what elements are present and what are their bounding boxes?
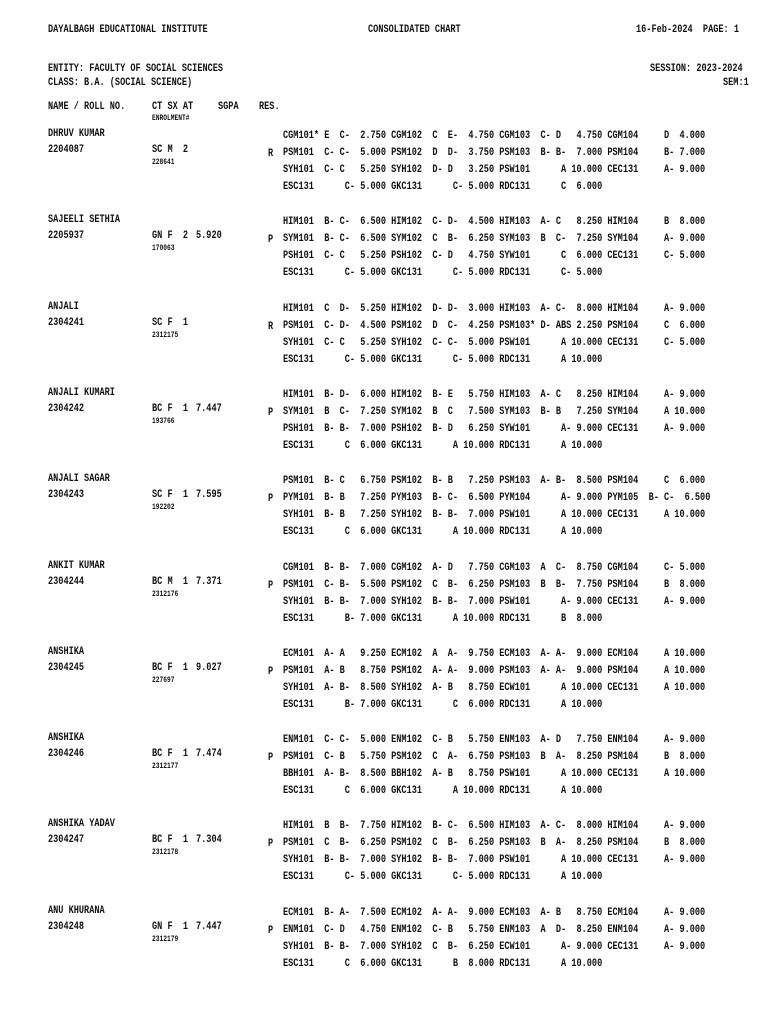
grade-line: ESC131 C 6.000 GKC131 B 8.000 RDC131 A 10.000 xyxy=(283,957,603,970)
student-record xyxy=(0,646,768,730)
enrolment-number: 2312179 xyxy=(152,934,179,944)
result-code: P xyxy=(268,838,274,851)
grade-line: SYH101 C- C 5.250 SYH102 C- C- 5.000 PSW101 A 10.000 CEC131 C- 5.000 xyxy=(283,336,706,349)
grade-line: HIM101 B B- 7.750 HIM102 B- C- 6.500 HIM103 A- C- 8.000 HIM104 A- 9.000 xyxy=(283,820,706,833)
grade-line: CGM101* E C- 2.750 CGM102 C E- 4.750 CGM103 C- D 4.750 CGM104 D 4.000 xyxy=(283,130,706,142)
student-name: ANSHIKA xyxy=(48,645,85,658)
student-name: ANU KHURANA xyxy=(48,904,105,917)
grade-line: ESC131 B- 7.000 GKC131 C 6.000 RDC131 A 10.000 xyxy=(283,698,603,711)
grade-line: ESC131 C- 5.000 GKC131 C- 5.000 RDC131 C- 5.000 xyxy=(283,267,603,280)
student-record xyxy=(0,818,768,902)
result-code: P xyxy=(268,924,274,937)
grade-line: PSM101 C B- 6.250 PSM102 C B- 6.250 PSM103 B A- 8.250 PSM104 B 8.000 xyxy=(283,837,706,850)
enrolment-number: 228641 xyxy=(152,158,175,167)
roll-number: 2304247 xyxy=(48,834,85,847)
grade-line: ENM101 C- D 4.750 ENM102 C- B 5.750 ENM103 A D- 8.250 ENM104 A- 9.000 xyxy=(283,923,706,936)
column-header-sgpa: SGPA xyxy=(218,101,239,113)
grade-line: SYH101 B- B- 7.000 SYH102 C B- 6.250 ECW101 A- 9.000 CEC131 A- 9.000 xyxy=(283,940,706,953)
student-name: SAJEELI SETHIA xyxy=(48,214,121,227)
enrolment-number: 170063 xyxy=(152,244,175,254)
date-and-page: 16-Feb-2024 PAGE: 1 xyxy=(636,24,739,36)
grade-line: PSM101 A- B 8.750 PSM102 A- A- 9.000 PSM103 A- A- 9.000 PSM104 A 10.000 xyxy=(283,664,706,677)
student-record xyxy=(0,473,768,557)
roll-number: 2304248 xyxy=(48,920,85,933)
grade-line: PSH101 C- C 5.250 PSH102 C- D 4.750 SYW101 C 6.000 CEC131 C- 5.000 xyxy=(283,250,706,263)
roll-number: 2304242 xyxy=(48,402,85,415)
grade-line: PSH101 B- B- 7.000 PSH102 B- D 6.250 SYW101 A- 9.000 CEC131 A- 9.000 xyxy=(283,422,706,435)
column-header-enrolment: ENROLMENT# xyxy=(152,114,190,123)
grade-line: HIM101 B- C- 6.500 HIM102 C- D- 4.500 HIM103 A- C 8.250 HIM104 B 8.000 xyxy=(283,216,706,229)
student-name: ANSHIKA YADAV xyxy=(48,818,115,831)
grade-line: PSM101 B- C 6.750 PSM102 B- B 7.250 PSM103 A- B- 8.500 PSM104 C 6.000 xyxy=(283,475,706,488)
grade-line: ECM101 A- A 9.250 ECM102 A A- 9.750 ECM103 A- A- 9.000 ECM104 A 10.000 xyxy=(283,647,706,660)
roll-number: 2304244 xyxy=(48,575,85,588)
result-code: P xyxy=(268,234,274,247)
category-sex-attempt: SC F 1 xyxy=(152,489,189,502)
roll-number: 2205937 xyxy=(48,230,85,243)
grade-line: CGM101 B- B- 7.000 CGM102 A- D 7.750 CGM103 A C- 8.750 CGM104 C- 5.000 xyxy=(283,561,706,574)
result-code: R xyxy=(268,320,274,333)
grade-line: SYH101 C- C 5.250 SYH102 D- D 3.250 PSW101 A 10.000 CEC131 A- 9.000 xyxy=(283,164,706,176)
student-name: ANJALI KUMARI xyxy=(48,386,115,399)
result-code: P xyxy=(268,406,274,419)
sgpa-value: 5.920 xyxy=(196,230,222,243)
sgpa-value: 7.304 xyxy=(196,834,222,847)
roll-number: 2304241 xyxy=(48,316,85,329)
result-code: R xyxy=(268,148,274,160)
institute-name: DAYALBAGH EDUCATIONAL INSTITUTE xyxy=(48,24,208,36)
grade-line: ESC131 C 6.000 GKC131 A 10.000 RDC131 A 10.000 xyxy=(283,439,603,452)
grade-line: SYH101 B- B- 7.000 SYH102 B- B- 7.000 PSW101 A 10.000 CEC131 A- 9.000 xyxy=(283,854,706,867)
category-sex-attempt: GN F 1 xyxy=(152,920,189,933)
grade-line: SYM101 B C- 7.250 SYM102 B C 7.500 SYM103 B- B 7.250 SYM104 A 10.000 xyxy=(283,405,706,418)
column-header-result: RES. xyxy=(259,101,280,113)
category-sex-attempt: BC F 1 xyxy=(152,834,189,847)
grade-line: PSM101 C- D- 4.500 PSM102 D C- 4.250 PSM103* D- ABS 2.250 PSM104 C 6.000 xyxy=(283,319,706,332)
result-code: P xyxy=(268,665,274,678)
grade-line: BBH101 A- B- 8.500 BBH102 A- B 8.750 PSW101 A 10.000 CEC131 A 10.000 xyxy=(283,768,706,781)
semester-line: SEM:1 xyxy=(723,77,749,89)
grade-line: PSM101 C- C- 5.000 PSM102 D D- 3.750 PSM103 B- B- 7.000 PSM104 B- 7.000 xyxy=(283,147,706,159)
grade-line: ESC131 C- 5.000 GKC131 C- 5.000 RDC131 A 10.000 xyxy=(283,353,603,366)
class-line: CLASS: B.A. (SOCIAL SCIENCE) xyxy=(48,77,193,89)
sgpa-value: 7.474 xyxy=(196,748,222,761)
sgpa-value: 7.447 xyxy=(196,920,222,933)
student-record xyxy=(0,301,768,385)
grade-line: ESC131 C- 5.000 GKC131 C- 5.000 RDC131 A 10.000 xyxy=(283,871,603,884)
result-code: P xyxy=(268,493,274,506)
sgpa-value: 7.371 xyxy=(196,575,222,588)
enrolment-number: 193766 xyxy=(152,416,175,426)
grade-line: ESC131 C 6.000 GKC131 A 10.000 RDC131 A 10.000 xyxy=(283,785,603,798)
grade-line: SYH101 A- B- 8.500 SYH102 A- B 8.750 ECW101 A 10.000 CEC131 A 10.000 xyxy=(283,681,706,694)
enrolment-number: 2312177 xyxy=(152,762,179,772)
grade-line: HIM101 B- D- 6.000 HIM102 B- E 5.750 HIM103 A- C 8.250 HIM104 A- 9.000 xyxy=(283,388,706,401)
enrolment-number: 2312178 xyxy=(152,848,179,858)
grade-line: ESC131 B- 7.000 GKC131 A 10.000 RDC131 B 8.000 xyxy=(283,612,603,625)
sgpa-value: 7.447 xyxy=(196,402,222,415)
column-header-name: NAME / ROLL NO. xyxy=(48,101,126,113)
category-sex-attempt: BC M 1 xyxy=(152,575,189,588)
entity-line: ENTITY: FACULTY OF SOCIAL SCIENCES xyxy=(48,63,224,75)
grade-line: SYH101 B- B- 7.000 SYH102 B- B- 7.000 PSW101 A- 9.000 CEC131 A- 9.000 xyxy=(283,595,706,608)
roll-number: 2304245 xyxy=(48,661,85,674)
enrolment-number: 2312175 xyxy=(152,330,179,340)
category-sex-attempt: BC F 1 xyxy=(152,661,189,674)
roll-number: 2304246 xyxy=(48,748,85,761)
sgpa-value: 7.595 xyxy=(196,489,222,502)
enrolment-number: 2312176 xyxy=(152,589,179,599)
student-record xyxy=(0,214,768,298)
category-sex-attempt: SC M 2 xyxy=(152,144,189,156)
grade-line: ENM101 C- C- 5.000 ENM102 C- B 5.750 ENM103 A- D 7.750 ENM104 A- 9.000 xyxy=(283,734,706,747)
grade-line: PSM101 C- B- 5.500 PSM102 C B- 6.250 PSM103 B B- 7.750 PSM104 B 8.000 xyxy=(283,578,706,591)
grade-line: HIM101 C D- 5.250 HIM102 D- D- 3.000 HIM103 A- C- 8.000 HIM104 A- 9.000 xyxy=(283,302,706,315)
student-name: DHRUV KUMAR xyxy=(48,128,105,140)
category-sex-attempt: BC F 1 xyxy=(152,748,189,761)
grade-line: ESC131 C 6.000 GKC131 A 10.000 RDC131 A 10.000 xyxy=(283,526,603,539)
chart-title: CONSOLIDATED CHART xyxy=(368,24,461,36)
result-code: P xyxy=(268,752,274,765)
student-record xyxy=(0,128,768,212)
student-record xyxy=(0,905,768,989)
session-line: SESSION: 2023-2024 xyxy=(650,63,743,75)
sgpa-value: 9.027 xyxy=(196,661,222,674)
grade-line: PSM101 C- B 5.750 PSM102 C A- 6.750 PSM103 B A- 8.250 PSM104 B 8.000 xyxy=(283,751,706,764)
grade-line: SYH101 B- B 7.250 SYH102 B- B- 7.000 PSW101 A 10.000 CEC131 A 10.000 xyxy=(283,509,706,522)
enrolment-number: 227697 xyxy=(152,675,175,685)
student-name: ANJALI xyxy=(48,300,79,313)
student-record xyxy=(0,732,768,816)
student-name: ANJALI SAGAR xyxy=(48,473,110,486)
category-sex-attempt: BC F 1 xyxy=(152,402,189,415)
grade-line: ESC131 C- 5.000 GKC131 C- 5.000 RDC131 C 6.000 xyxy=(283,181,603,193)
student-name: ANKIT KUMAR xyxy=(48,559,105,572)
category-sex-attempt: GN F 2 xyxy=(152,230,189,243)
category-sex-attempt: SC F 1 xyxy=(152,316,189,329)
grade-line: SYM101 B- C- 6.500 SYM102 C B- 6.250 SYM103 B C- 7.250 SYM104 A- 9.000 xyxy=(283,233,706,246)
student-record xyxy=(0,387,768,471)
roll-number: 2304243 xyxy=(48,489,85,502)
student-record xyxy=(0,560,768,644)
enrolment-number: 192202 xyxy=(152,503,175,513)
roll-number: 2204087 xyxy=(48,144,85,156)
result-code: P xyxy=(268,579,274,592)
student-name: ANSHIKA xyxy=(48,732,85,745)
column-header-ct-sx-at: CT SX AT xyxy=(152,101,194,113)
grade-line: PYM101 B- B 7.250 PYM103 B- C- 6.500 PYM104 A- 9.000 PYM105 B- C- 6.500 xyxy=(283,492,711,505)
grade-line: ECM101 B- A- 7.500 ECM102 A- A- 9.000 ECM103 A- B 8.750 ECM104 A- 9.000 xyxy=(283,906,706,919)
